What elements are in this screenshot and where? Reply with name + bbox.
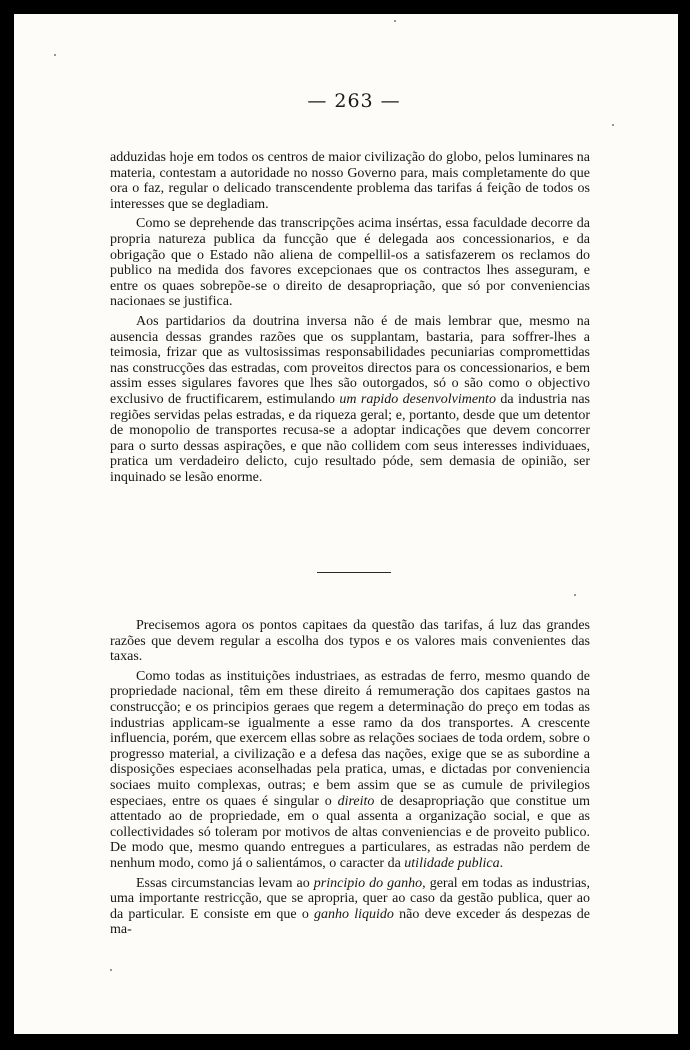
paper-speck	[54, 54, 56, 56]
paper-speck	[110, 969, 112, 971]
italic-phrase: um rapido desenvolvimento	[339, 391, 496, 407]
lower-text-block	[110, 618, 590, 938]
text-run: de desapropriação que constitue um attentado ao de propriedade, em o qual assenta a organização social, e que as collectividades só toleram por motivos de altas conveniencias e de proveito publico. De modo que, mesmo quando entregues a particulares, as estradas não perdem de nenhum modo, como já o salientámos, o caracter da	[110, 793, 591, 871]
italic-phrase: utilidade publica	[404, 855, 500, 871]
text-run: , geral em todas as industrias, uma importante restricção, que se apropria, quer ao caso da gestão publica, quer ao da particular. E consiste em que o	[110, 875, 590, 922]
paragraph-instituicoes	[110, 669, 590, 872]
text-run: Aos partidarios da doutrina inversa não é de mais lembrar que, mesmo na ausencia dessas grandes razões que os supplantam, bastaria, para soffrer-lhes a teimosia, frizar que as vultosissimas responsabilidades pecuniarias compromettidas nas construcções das estradas, com proveitos directos para os concessionarios, e bem assim esses sigulares favores que lhes são outorgados, só o são como o objectivo exclusivo de fructificarem, estimulando	[110, 313, 590, 407]
text-run: da industria nas regiões servidas pelas estradas, e da riqueza geral; e, portanto, desde que um detentor de monopolio de transportes recusa-se a adoptar indicações que devem concorrer para o surto dessas aspirações, e que não collidem com seus interesses individuaes, pratica um verdadeiro delicto, cujo resultado póde, sem demasia de opinião, ser inquinado se lesão enorme.	[110, 391, 590, 485]
text-run: Como todas as instituições industriaes, as estradas de ferro, mesmo quando de propriedade nacional, têm em these direito á remumeração dos capitaes gastos na construcção; e os principios geraes que regem a determinação do preço em todas as industrias applicam-se igualmente a esse ramo da dos transportes. A crescente influencia, porém, que exercem ellas sobre as relações sociaes de toda ordem, sobre o progresso material, a civilização e a defesa das nações, exige que se as subordine a disposições especiaes aconselhadas pela pratica, umas, e dictadas por conveniencia sociaes muito complexas, outras; e bem assim que se as cumule de privilegios especiaes, entre os quaes é singular o	[110, 668, 590, 809]
section-divider	[317, 572, 391, 573]
paragraph-partidarios	[110, 314, 590, 486]
text-run: Essas circumstancias levam ao	[136, 875, 314, 891]
text-run: .	[499, 855, 504, 871]
italic-phrase: principio do ganho	[313, 875, 423, 891]
paragraph-precisemos: Precisemos agora os pontos capitaes da questão das tarifas, á luz das grandes razões que devem regular a escolha dos typos e os valores mais convenientes das taxas.	[110, 618, 590, 665]
paragraph-faculdade: Como se deprehende das transcripções acima insértas, essa faculdade decorre da propria natureza publica da funcção que é delegada aos concessionarios, e da obrigação que o Estado não aliena de compellil-os a satisfazerem os reclamos do publico na medida dos favores excepcionaes que os contractos lhes asseguram, e entre os quaes sobrepõe-se o direito de desapropriação, que só por conveniencias nacionaes se justifica.	[110, 216, 590, 310]
upper-text-block	[110, 150, 590, 485]
paragraph-circumstancias	[110, 876, 590, 938]
paragraph-continuation: adduzidas hoje em todos os centros de maior civilização do globo, pelos luminares na materia, contestam a autoridade no nosso Governo para, mais completamente do que ora o faz, regular o delicado transcendente problema das tarifas á feição de todos os interesses que se degladiam.	[110, 150, 590, 212]
italic-phrase: ganho liquido	[314, 906, 394, 922]
page-number: — 263 —	[307, 90, 401, 112]
italic-phrase: direito	[337, 793, 375, 809]
text-run: não deve exceder ás despezas de ma-	[110, 906, 590, 938]
paper-speck	[394, 20, 396, 22]
paper-speck	[574, 594, 576, 596]
paper-speck	[612, 124, 614, 126]
book-page	[14, 14, 678, 1034]
